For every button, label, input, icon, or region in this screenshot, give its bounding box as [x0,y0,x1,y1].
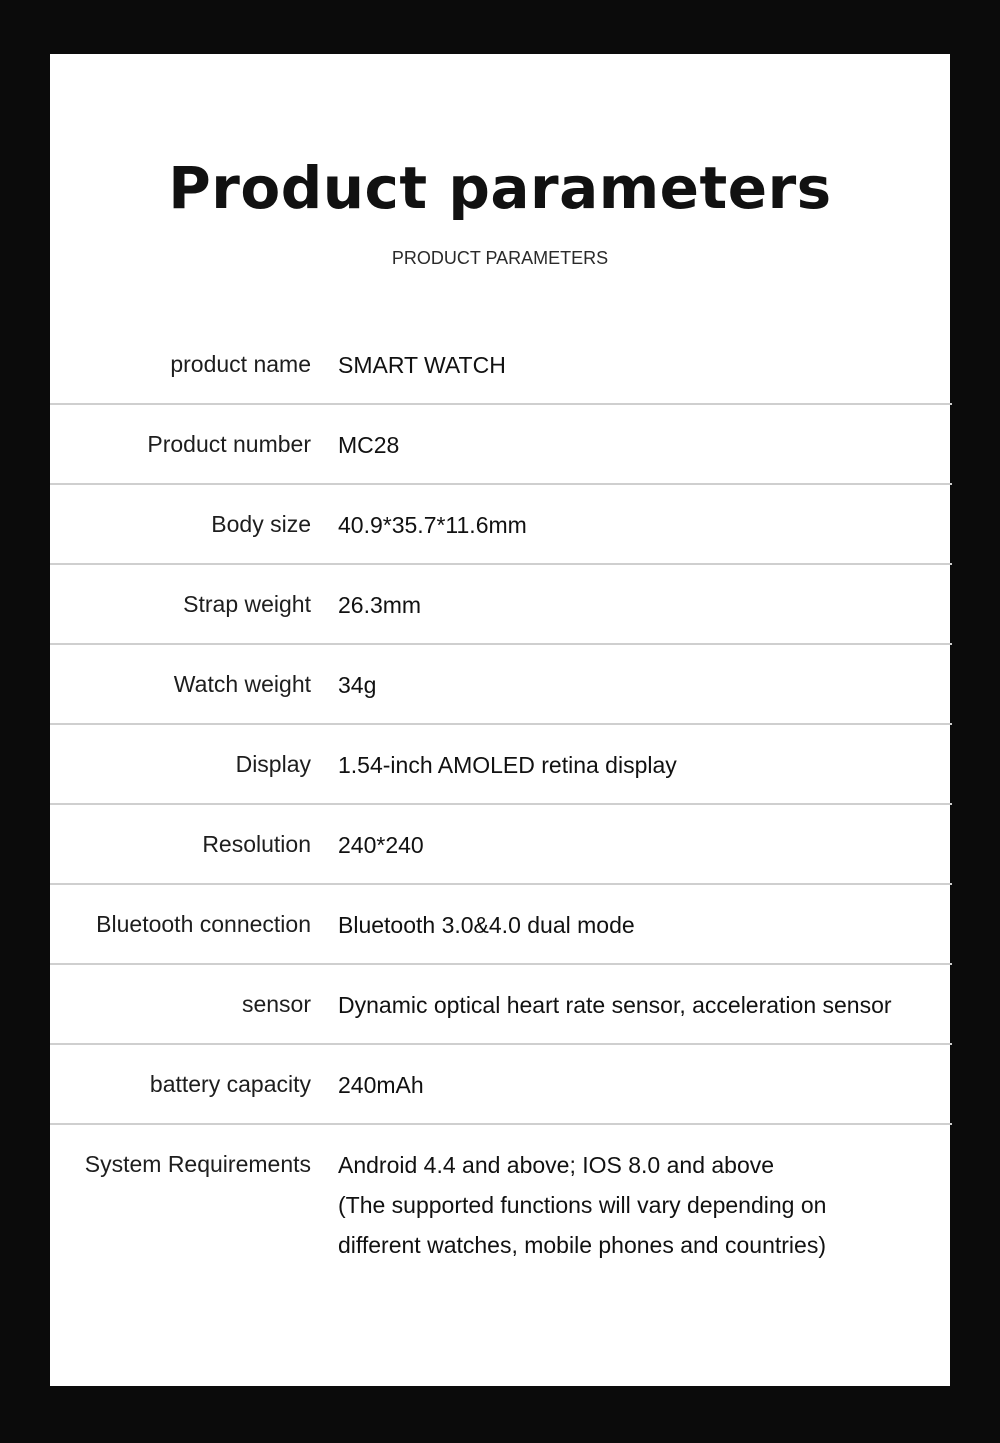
row-value-multiline [338,1151,826,1271]
row-label: product name [170,351,311,377]
row-label: Body size [211,511,311,537]
row-label: Resolution [202,831,311,857]
row-label: System Requirements [84,1151,311,1177]
parameters-table [50,325,950,1285]
page-subtitle: PRODUCT PARAMETERS [391,248,609,268]
row-value: Bluetooth 3.0&4.0 dual mode [338,912,635,938]
row-label: Product number [147,431,311,457]
value-line: (The supported functions will vary depending on [338,1192,827,1218]
row-value: 26.3mm [338,592,422,618]
table-row [50,805,952,885]
row-value: 1.54-inch AMOLED retina display [338,752,677,778]
row-value: 34g [338,672,377,698]
table-row [50,325,952,405]
table-row [50,485,952,565]
page-title: Product parameters [168,154,832,222]
row-value: 240mAh [338,1072,424,1098]
row-value: 40.9*35.7*11.6mm [338,512,527,538]
row-label: Watch weight [173,671,311,697]
value-line: different watches, mobile phones and countries) [338,1232,826,1258]
table-row [50,885,952,965]
row-value: SMART WATCH [338,352,506,378]
table-row [50,565,952,645]
value-line: Android 4.4 and above; IOS 8.0 and above [338,1152,775,1178]
row-label: sensor [241,991,311,1017]
table-row [50,725,952,805]
row-value: 240*240 [338,832,424,858]
table-row [50,405,952,485]
row-label: battery capacity [149,1071,311,1097]
table-row [50,645,952,725]
table-row [50,965,952,1045]
row-label: Display [235,751,311,777]
row-label: Strap weight [183,591,311,617]
table-row [50,1045,952,1125]
row-value: Dynamic optical heart rate sensor, acceleration sensor [338,992,892,1018]
table-row [50,1125,952,1285]
parameters-panel [50,54,950,1386]
row-label: Bluetooth connection [96,911,311,937]
row-value: MC28 [338,432,400,458]
